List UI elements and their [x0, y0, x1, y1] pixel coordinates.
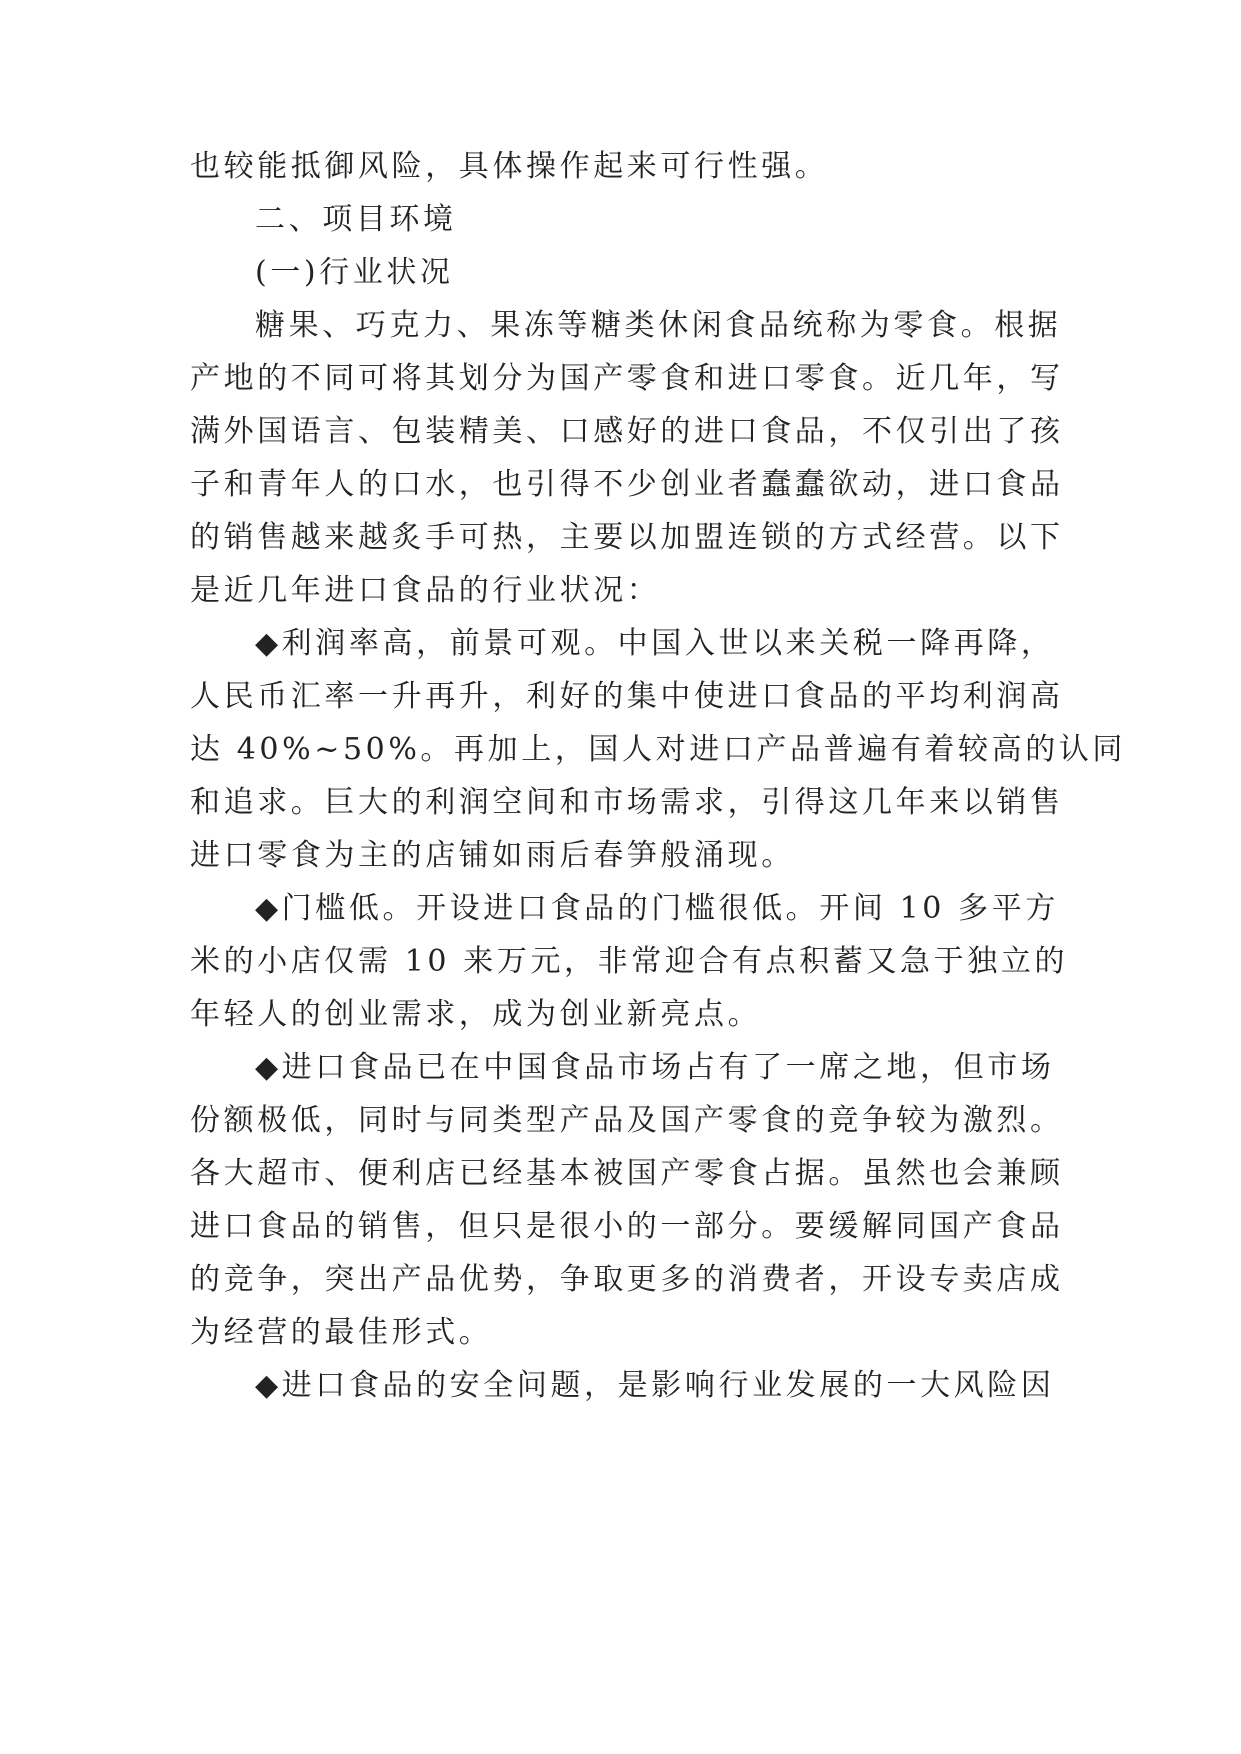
body-text-line: 和追求。巨大的利润空间和市场需求，引得这几年来以销售 — [190, 785, 1064, 820]
body-text-line: 进口零食为主的店铺如雨后春笋般涌现。 — [190, 838, 795, 873]
bullet-item-first-line: ◆进口食品的安全问题，是影响行业发展的一大风险因 — [255, 1368, 1055, 1403]
paragraph-first-line: 糖果、巧克力、果冻等糖类休闲食品统称为零食。根据 — [255, 308, 1062, 343]
body-text-line: 也较能抵御风险，具体操作起来可行性强。 — [190, 149, 829, 184]
body-text-line: 是近几年进口食品的行业状况： — [190, 573, 661, 608]
body-text-line: 产地的不同可将其划分为国产零食和进口零食。近几年，写 — [190, 361, 1064, 396]
body-text-line: 子和青年人的口水，也引得不少创业者蠢蠢欲动，进口食品 — [190, 467, 1064, 502]
body-text-line: 的销售越来越炙手可热，主要以加盟连锁的方式经营。以下 — [190, 520, 1064, 555]
body-text-line: 年轻人的创业需求，成为创业新亮点。 — [190, 997, 762, 1032]
body-text-line: 满外国语言、包装精美、口感好的进口食品，不仅引出了孩 — [190, 414, 1064, 449]
body-text-line: 份额极低，同时与同类型产品及国产零食的竞争较为激烈。 — [190, 1103, 1064, 1138]
body-text-line: 达 40%~50%。再加上，国人对进口产品普遍有着较高的认同 — [190, 732, 1127, 767]
bullet-item-first-line: ◆利润率高，前景可观。中国入世以来关税一降再降， — [255, 626, 1055, 661]
body-text-line: 进口食品的销售，但只是很小的一部分。要缓解同国产食品 — [190, 1209, 1064, 1244]
body-text-line: 的竞争，突出产品优势，争取更多的消费者，开设专卖店成 — [190, 1262, 1064, 1297]
body-text-line: 米的小店仅需 10 来万元，非常迎合有点积蓄又急于独立的 — [190, 944, 1069, 979]
body-text-line: 人民币汇率一升再升，利好的集中使进口食品的平均利润高 — [190, 679, 1064, 714]
body-text-line: 各大超市、便利店已经基本被国产零食占据。虽然也会兼顾 — [190, 1156, 1064, 1191]
subsection-heading: (一)行业状况 — [255, 255, 454, 290]
bullet-item-first-line: ◆进口食品已在中国食品市场占有了一席之地，但市场 — [255, 1050, 1055, 1085]
body-text-line: 为经营的最佳形式。 — [190, 1315, 493, 1350]
section-heading: 二、项目环境 — [255, 202, 457, 237]
bullet-item-first-line: ◆门槛低。开设进口食品的门槛很低。开间 10 多平方 — [255, 891, 1059, 926]
